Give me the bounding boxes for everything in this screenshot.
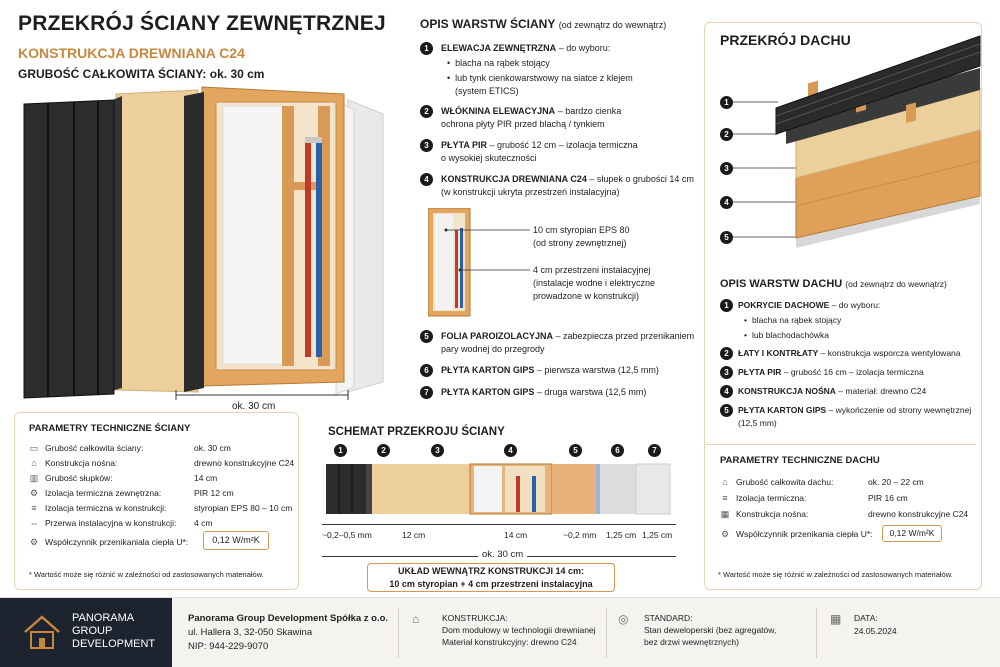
roof-layer-5: PŁYTA KARTON GIPS – wykończenie od strony wewnętrznej (12,5 mm) [738, 405, 972, 428]
house-logo-icon [22, 612, 62, 652]
schema-marker-2: 2 [377, 444, 390, 457]
schema-marker-5: 5 [569, 444, 582, 457]
roof-params-title: PARAMETRY TECHNICZNE DACHU [720, 455, 880, 466]
certificate-icon: ◎ [618, 612, 629, 626]
wall-layer-1: ELEWACJA ZEWNĘTRZNA – do wyboru: • blacha na rąbek stojący • lub tynk cienkowarstwowy na siatce z klejem (system ETICS) [441, 42, 633, 98]
roof-layer-3-marker: 3 [720, 366, 733, 379]
page-subtitle: KONSTRUKCJA DREWNIANA C24 [18, 45, 245, 61]
inset-note-installation: 4 cm przestrzeni instalacyjnej (instalacje wodne i elektryczne prowadzone w konstrukcji) [533, 265, 656, 301]
footer-divider-1 [398, 608, 399, 658]
wall-layer-6-marker: 6 [420, 364, 433, 377]
gear-icon: ⚙ [29, 537, 39, 547]
page-title: PRZEKRÓJ ŚCIANY ZEWNĘTRZNEJ [18, 12, 386, 35]
wall-param-structure: ⌂ Konstrukcja nośna: drewno konstrukcyjne C24 [29, 458, 299, 469]
schema-marker-6: 6 [611, 444, 624, 457]
inset-note-eps: 10 cm styropian EPS 80 (od strony zewnętrznej) [533, 225, 630, 248]
schema-total: ok. 30 cm [478, 549, 527, 560]
wall-layer-5: FOLIA PAROIZOLACYJNA – zabezpiecza przed przenikaniem pary wodnej do przegrody [441, 331, 695, 354]
footer-standard: STANDARD: Stan deweloperski (bez agregatów, bez drzwi wewnętrznych) [644, 613, 777, 647]
wall-layer-2: WŁÓKNINA ELEWACYJNA – bardzo cienka ochrona płyty PIR przed blachą / tynkiem [441, 106, 622, 129]
calendar-icon: ▦ [830, 612, 842, 626]
wall-layer-2-marker: 2 [420, 105, 433, 118]
schema-title: SCHEMAT PRZEKROJU ŚCIANY [328, 426, 505, 438]
layers-icon: ≡ [722, 493, 728, 503]
gear-icon: ⚙ [29, 488, 39, 498]
roof-layer-3: PŁYTA PIR – grubość 16 cm – izolacja termiczna [738, 367, 924, 377]
wall-layer-6: PŁYTA KARTON GIPS – pierwsza warstwa (12,5 mm) [441, 365, 659, 375]
footer-logo-block [0, 598, 172, 667]
layers-icon: ≡ [31, 503, 37, 513]
footer-construction: KONSTRUKCJA: Dom modułowy w technologii drewnianej Materiał konstrukcyjny: drewno C24 [442, 613, 596, 647]
schema-dim-2: 12 cm [402, 530, 426, 540]
wall-param-ext-insulation: ⚙ Izolacja termiczna zewnętrzna: PIR 12 cm [29, 488, 234, 498]
post-icon: ▥ [29, 473, 39, 483]
wall-layer-3-marker: 3 [420, 139, 433, 152]
wall-params-footnote: * Wartość może się różnić w zależności od zastosowanych materiałów. [29, 570, 264, 579]
roof-marker-5: 5 [720, 231, 733, 244]
footer-brand: PANORAMA GROUP DEVELOPMENT [72, 612, 156, 650]
wall-section-illustration [18, 82, 388, 412]
roof-layer-2: ŁATY I KONTRŁATY – konstrukcja wsporcza wentylowana [738, 348, 961, 358]
ruler-icon: ▭ [29, 443, 39, 453]
home-icon: ⌂ [31, 458, 37, 468]
roof-title: PRZEKRÓJ DACHU [720, 32, 851, 48]
roof-footnote: * Wartość może się różnić w zależności od zastosowanych materiałów. [718, 570, 953, 579]
roof-section-illustration [716, 26, 982, 262]
footer [0, 597, 1000, 667]
schema-dim-line [322, 524, 676, 525]
wall-params-panel [14, 412, 299, 590]
roof-layer-4-marker: 4 [720, 385, 733, 398]
schema-marker-3: 3 [431, 444, 444, 457]
schema-dim-6: 1,25 cm [642, 530, 673, 540]
schema-dim-4: ~0,2 mm [563, 530, 597, 540]
roof-layer-4: KONSTRUKCJA NOŚNA – materiał: drewno C24 [738, 386, 927, 396]
footer-date: DATA: 24.05.2024 [854, 613, 897, 636]
footer-divider-3 [816, 608, 817, 658]
structure-icon: ▦ [720, 509, 730, 519]
schema-marker-4: 4 [504, 444, 517, 457]
wall-layers-heading: OPIS WARSTW ŚCIANY (od zewnątrz do wewnątrz) [420, 17, 667, 31]
roof-layer-5-marker: 5 [720, 404, 733, 417]
wall-layer-4: KONSTRUKCJA DREWNIANA C24 – słupek o grubości 14 cm (w konstrukcji ukryta przestrzeń instalacyjna) [441, 174, 694, 197]
roof-layer-1-marker: 1 [720, 299, 733, 312]
roof-marker-2: 2 [720, 128, 733, 141]
roof-layer-2-marker: 2 [720, 347, 733, 360]
roof-params [706, 444, 976, 546]
wall-schema-diagram [322, 458, 676, 520]
roof-marker-1: 1 [720, 96, 733, 109]
roof-param-structure: ▦ Konstrukcja nośna: drewno konstrukcyjne C24 [720, 509, 969, 519]
roof-param-u: ⚙ Współczynnik przenikania ciepła U*: [720, 529, 873, 539]
schema-marker-1: 1 [334, 444, 347, 457]
roof-marker-3: 3 [720, 162, 733, 175]
schema-dim-5: 1,25 cm [606, 530, 637, 540]
schema-marker-7: 7 [648, 444, 661, 457]
gear-icon: ⚙ [720, 529, 730, 539]
home-icon: ⌂ [722, 477, 728, 487]
footer-company: Panorama Group Development Spółka z o.o. ul. Hallera 3, 32-050 Skawina NIP: 944-229-9070 [188, 613, 389, 652]
wall-param-u: ⚙ Współczynnik przenikaniala ciepła U*: [29, 537, 189, 547]
wall-layer-7-marker: 7 [420, 386, 433, 399]
wall-layer-1-marker: 1 [420, 42, 433, 55]
wall-params-title: PARAMETRY TECHNICZNE ŚCIANY [29, 423, 191, 434]
wall-param-posts: ▥ Grubość słupków: 14 cm [29, 473, 218, 483]
wall-layer-3: PŁYTA PIR – grubość 12 cm – izolacja termiczna o wysokiej skuteczności [441, 140, 638, 163]
wall-param-inner-insulation: ≡ Izolacja termiczna w konstrukcji: styropian EPS 80 – 10 cm [29, 503, 299, 514]
wall-layer-7: PŁYTA KARTON GIPS – druga warstwa (12,5 mm) [441, 387, 647, 397]
wall-param-gap: ⇔ Przerwa instalacyjna w konstrukcji: 4 cm [29, 518, 213, 528]
schema-dim-1: ~0,2–0,5 mm [322, 530, 372, 540]
footer-divider-2 [606, 608, 607, 658]
roof-layers-heading: OPIS WARSTW DACHU (od zewnątrz do wewnątrz) [720, 278, 947, 290]
roof-param-thickness: ⌂ Grubość całkowita dachu: ok. 20 – 22 cm [720, 477, 970, 488]
wall-layer-5-marker: 5 [420, 330, 433, 343]
wall-u-value-badge: 0,12 W/m²K [203, 531, 269, 550]
wall-layer-4-marker: 4 [420, 173, 433, 186]
structure-icon: ⌂ [412, 612, 420, 626]
gap-icon: ⇔ [29, 518, 39, 528]
roof-layer-1: POKRYCIE DACHOWE – do wyboru: • blacha na rąbek stojący • lub blachodachówka [738, 299, 880, 342]
schema-dim-3: 14 cm [504, 530, 528, 540]
roof-u-value-badge: 0,12 W/m²K [882, 525, 942, 542]
wall-thickness-heading: GRUBOŚĆ CAŁKOWITA ŚCIANY: ok. 30 cm [18, 67, 265, 81]
inner-layout-box: UKŁAD WEWNĄTRZ KONSTRUKCJI 14 cm: 10 cm styropian + 4 cm przestrzeni instalacyjna [367, 563, 615, 592]
roof-marker-4: 4 [720, 196, 733, 209]
wall-param-thickness: ▭ Grubość całkowita ściany: ok. 30 cm [29, 443, 231, 453]
wall-dimension-label: ok. 30 cm [232, 401, 276, 412]
roof-param-insulation: ≡ Izolacja termiczna: PIR 16 cm [720, 493, 970, 504]
